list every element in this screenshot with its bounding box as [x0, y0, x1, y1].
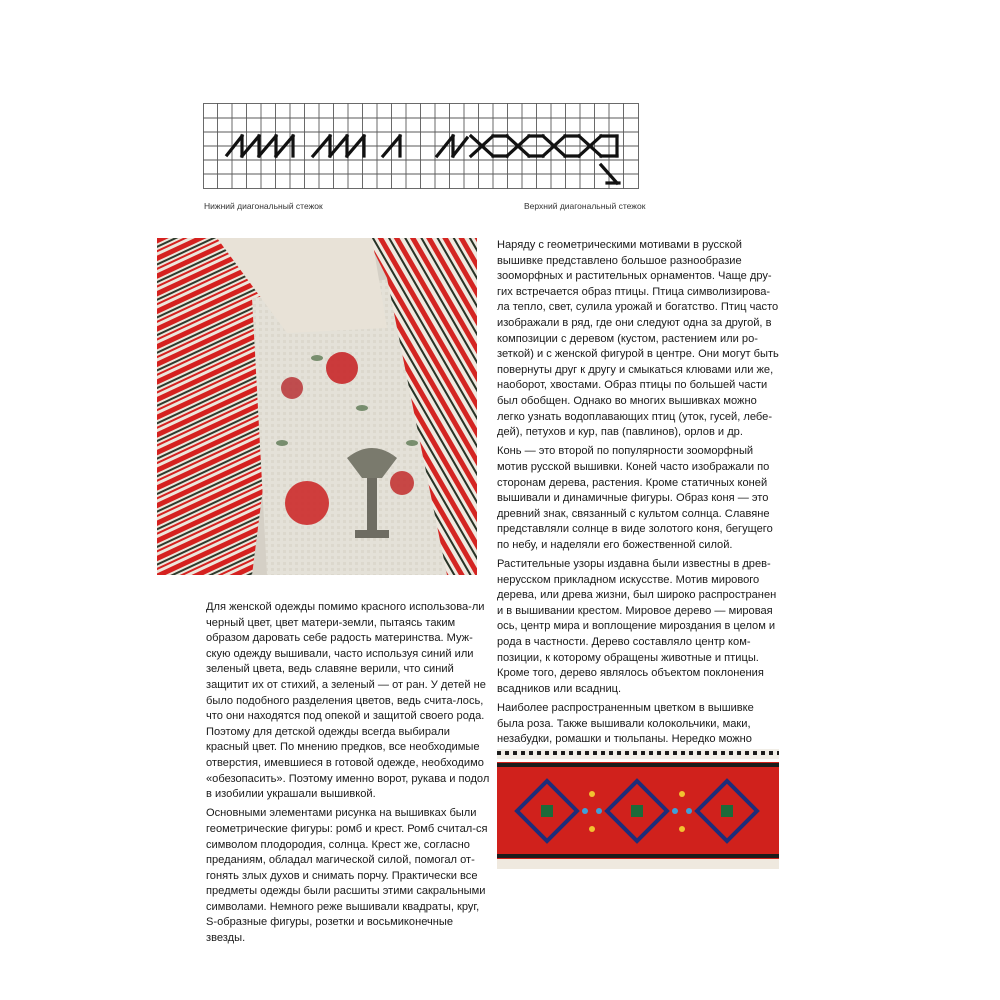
embroidered-band-photo — [497, 749, 779, 869]
paragraph-flowers: Наиболее распространенным цветком в вышивке была роза. Также вышивали колокольчики, маки, незабудки, ромашки и тюльпаны. Нередко можно — [497, 702, 754, 746]
right-text-column — [497, 238, 779, 783]
paragraph-horse: Конь — это второй по популярности зооморфный мотив русской вышивки. Коней часто изображали по сторонам дерева, растения. Кроме статичных коней вышивали и динамичные фигуры. Образ коня — это древний знак, связанный с культом солнца. Славяне представляли солнце в виде золотого коня, бегущего по небу, и наделяли его божественной силой. — [497, 445, 773, 551]
paragraph-colors: Для женской одежды помимо красного использова-ли черный цвет, цвет матери-земли, пытаясь таким образом даровать себе радость материнства. Муж-скую одежду вышивали, часто используя синий или зеленый цвета, ведь славяне верили, что синий защитит их от стихий, а зеленый — от ран. У детей не было подобного разделения цветов, ведь счита-лось, что они находятся под опекой и защитой своего рода. Поэтому для детской одежды всегда выбирали красный цвет. По мнению предков, все необходимые отверстия, имевшиеся в готовой одежде, необходимо «обезопасить». Поэтому именно ворот, рукава и подол в изобилии украшали вышивкой. — [206, 601, 490, 801]
embroidered-fabric-photo — [157, 238, 477, 575]
caption-bottom-diagonal-stitch: Нижний диагональный стежок — [204, 201, 323, 211]
paragraph-birds: Наряду с геометрическими мотивами в русской вышивке представлено большое разнообразие зооморфных и растительных орнаментов. Чаще дру-гих встречается образ птицы. Птица символизирова-ла тепло, свет, сулила урожай и богатство. Птиц часто изображали в ряд, где они следуют одна за другой, в композиции с деревом (кустом, растением или ро-зеткой) и с женской фигурой в центре. Они могут быть повернуты друг к другу и смыкаться клювами или же, наоборот, хвостами. Образ птицы по большей части был обобщен. Однако во многих вышивках можно легко узнать водоплавающих птиц (уток, гусей, лебе-дей), петухов и кур, пав (павлинов), орлов и др. — [497, 239, 779, 439]
caption-top-diagonal-stitch: Верхний диагональный стежок — [524, 201, 646, 211]
paragraph-tree-of-life: Растительные узоры издавна были известны в древ-нерусском прикладном искусстве. Мотив мирового дерева, или древа жизни, был широко распространен и в вышивании крестом. Мировое дерево — мировая ось, центр мира и воплощение мироздания в целом и рода в частности. Дерево составляло центр ком-позиции, к которому обращены животные и птицы. Кроме того, дерево являлось объектом поклонения всадников или всадниц. — [497, 558, 777, 695]
left-text-column — [206, 600, 492, 950]
paragraph-geometric: Основными элементами рисунка на вышивках были геометрические фигуры: ромб и крест. Ромб считал-ся символом плодородия, солнца. Крест же, согласно преданиям, обладал магической силой, помогал от-гонять злых духов и снимать порчу. Практически все предметы одежды были расшиты этими сакральными символами. Немного реже вышивали квадраты, круг, S-образные фигуры, розетки и восьмиконечные звезды. — [206, 807, 488, 945]
stitch-diagram — [203, 103, 639, 189]
